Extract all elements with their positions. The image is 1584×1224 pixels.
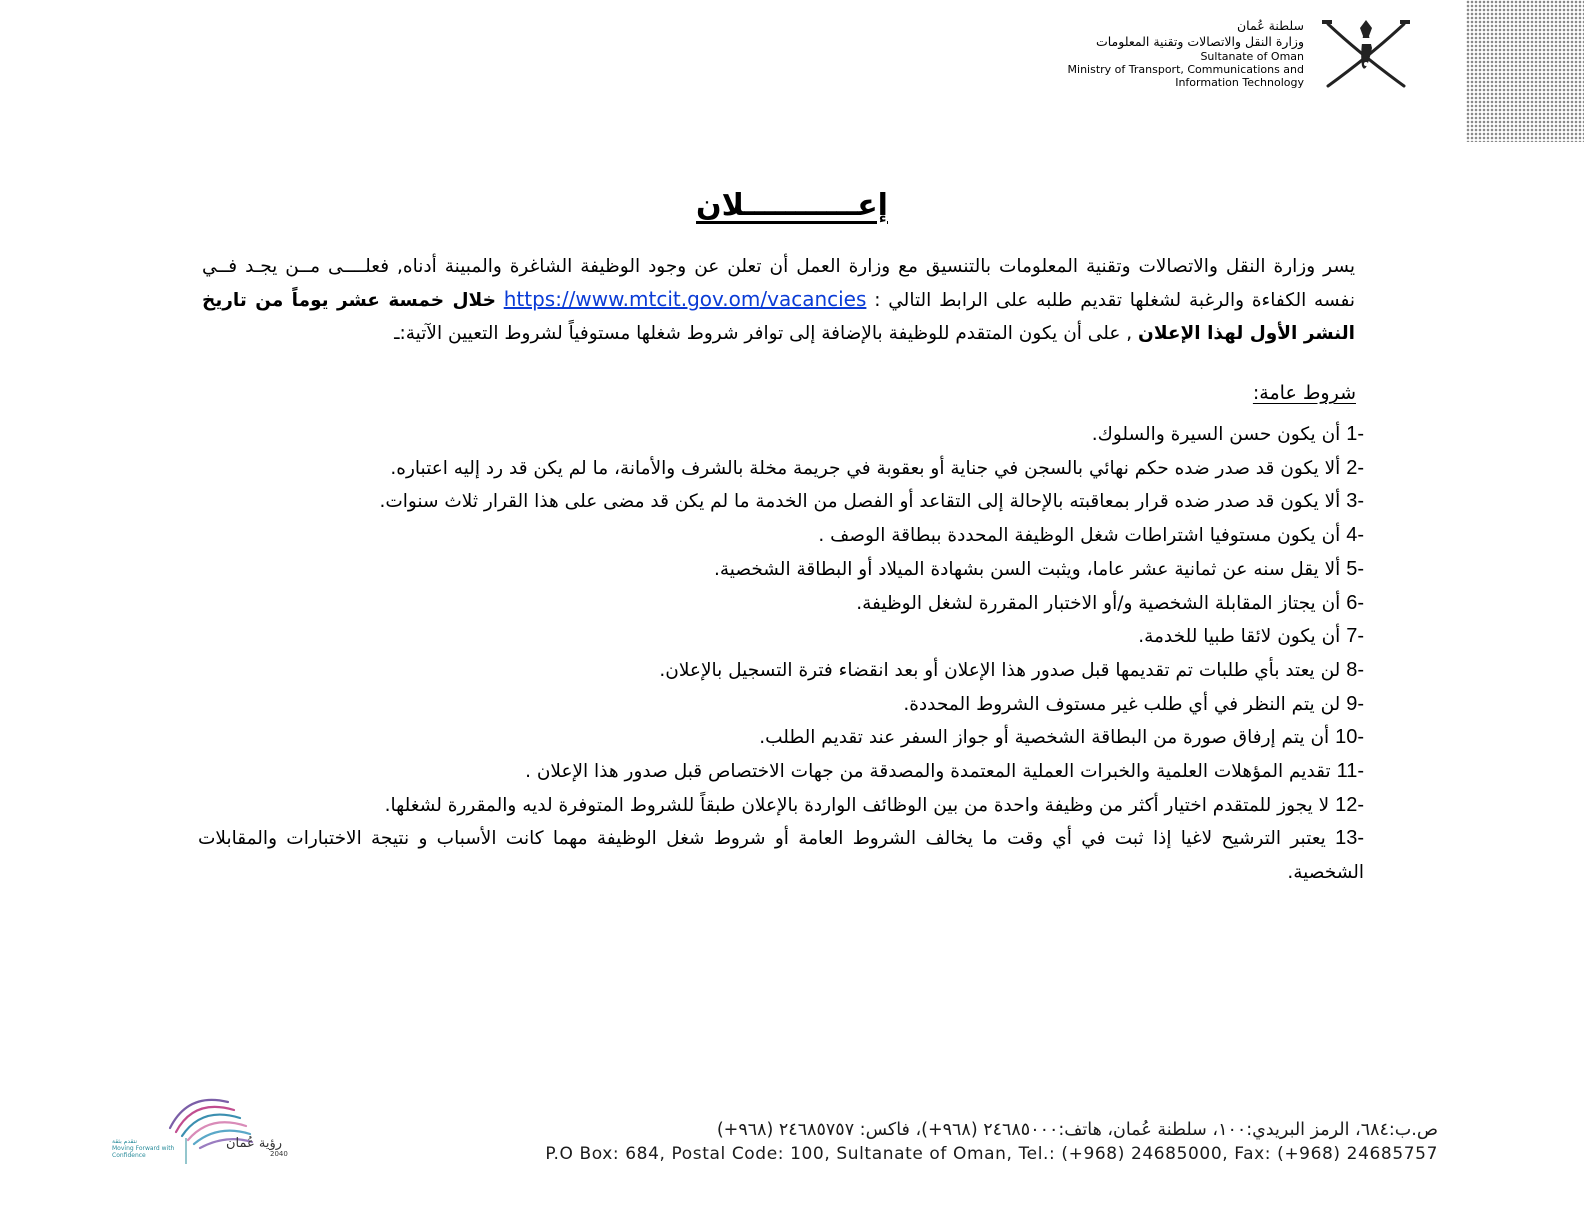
condition-item [198, 587, 1364, 621]
condition-number: 3- [1346, 490, 1364, 513]
condition-item [198, 485, 1364, 519]
condition-number: 12- [1335, 793, 1364, 816]
condition-number: 6- [1346, 591, 1364, 614]
condition-number: 13- [1335, 827, 1364, 850]
oman-emblem-icon [1320, 14, 1412, 92]
footer-address-ar: ص.ب:٦٨٤، الرمز البريدي:١٠٠، سلطنة عُمان، هاتف:٢٤٦٨٥٠٠٠ (٩٦٨+)، فاكس: ٢٤٦٨٥٧٥٧ (٩٦٨+) [716, 1120, 1438, 1140]
condition-text: ألا يكون قد صدر ضده قرار بمعاقبته بالإحالة إلى التقاعد أو الفصل من الخدمة ما لم يكن قد مضى على هذا القرار ثلاث سنوات. [379, 491, 1341, 513]
page-title: إعـــــــــــلان [696, 188, 888, 223]
vision-caption-ar: نتقدم بثقة [112, 1138, 138, 1145]
condition-item [198, 755, 1364, 789]
condition-text: ألا يكون قد صدر ضده حكم نهائي بالسجن في جناية أو بعقوبة في جريمة مخلة بالشرف والأمانة، ما لم يكن قد رد إليه اعتباره. [390, 457, 1341, 479]
condition-number: 5- [1346, 557, 1364, 580]
condition-number: 1- [1346, 423, 1364, 445]
ministry-header [984, 18, 1304, 89]
condition-number: 10- [1335, 726, 1364, 749]
intro-paragraph [202, 250, 1355, 350]
condition-number: 11- [1336, 760, 1364, 783]
condition-text: يعتبر الترشيح لاغيا إذا ثبت في أي وقت ما يخالف الشروط العامة أو شروط شغل الوظيفة مهما كانت الأسباب و نتيجة الاختبارات والمقابلات الشخصية. [198, 828, 1364, 884]
condition-text: أن يكون مستوفيا اشتراطات شغل الوظيفة المحددة ببطاقة الوصف . [818, 525, 1341, 547]
condition-text: لا يجوز للمتقدم اختيار أكثر من وظيفة واحدة من بين الوظائف الواردة بالإعلان طبقاً للشروط المتوفرة لديه والمقررة لشغلها. [384, 794, 1330, 816]
condition-item [198, 721, 1364, 755]
condition-item [198, 553, 1364, 587]
condition-number: 4- [1346, 524, 1364, 547]
condition-text: لن يعتد بأي طلبات تم تقديمها قبل صدور هذا الإعلان أو بعد انقضاء فترة التسجيل بالإعلان. [659, 659, 1341, 681]
ministry-name-ar-line2: وزارة النقل والاتصالات وتقنية المعلومات [1095, 34, 1304, 49]
condition-item [198, 822, 1364, 889]
condition-text: ألا يقل سنه عن ثمانية عشر عاما، ويثبت السن بشهادة الميلاد أو البطاقة الشخصية. [713, 558, 1341, 580]
condition-text: لن يتم النظر في أي طلب غير مستوف الشروط المحددة. [903, 693, 1341, 715]
conditions-list [198, 418, 1364, 890]
condition-item [198, 789, 1364, 823]
condition-text: أن يتم إرفاق صورة من البطاقة الشخصية أو جواز السفر عند تقديم الطلب. [759, 727, 1330, 749]
condition-item [198, 620, 1364, 654]
footer-address [318, 1118, 1438, 1166]
vision-caption-en: Moving Forward with Confidence [112, 1145, 175, 1159]
condition-text: أن يكون لائقا طبيا للخدمة. [1138, 626, 1341, 648]
condition-item [198, 688, 1364, 722]
ministry-name-en-line1: Sultanate of Oman [1200, 50, 1304, 63]
vision-year: 2040 [270, 1150, 288, 1158]
condition-text: أن يجتاز المقابلة الشخصية و/أو الاختبار المقررة لشغل الوظيفة. [856, 592, 1341, 614]
condition-text: تقديم المؤهلات العلمية والخبرات العملية المعتمدة والمصدقة من جهات الاختصاص قبل صدور هذا الإعلان . [525, 761, 1331, 783]
condition-text: أن يكون حسن السيرة والسلوك. [1091, 424, 1341, 445]
general-conditions-heading: شروط عامة: [1252, 382, 1356, 404]
footer-address-en: P.O Box: 684, Postal Code: 100, Sultanate of Oman, Tel.: (+968) 24685000, Fax: (+968) 24685757 [545, 1144, 1438, 1164]
ministry-name-en-line3: Information Technology [1175, 76, 1304, 89]
condition-number: 7- [1346, 625, 1364, 648]
vision-caption [112, 1138, 186, 1159]
condition-number: 2- [1346, 456, 1364, 479]
condition-number: 8- [1346, 658, 1364, 681]
dot-texture-decoration [1466, 0, 1584, 142]
condition-item [198, 519, 1364, 553]
ministry-name-en-line2: Ministry of Transport, Communications and [1067, 63, 1304, 76]
condition-item [198, 452, 1364, 486]
deadline-text: خلال خمسة عشر يوماً من تاريخ النشر الأول لهذا الإعلان [202, 290, 1355, 344]
vacancies-link[interactable]: https://www.mtcit.gov.om/vacancies [503, 287, 867, 311]
condition-number: 9- [1346, 692, 1364, 715]
vision-wordmark: رؤية عُمان [226, 1136, 283, 1151]
condition-item [198, 654, 1364, 688]
intro-text-part2: , على أن يكون المتقدم للوظيفة بالإضافة إلى توافر شروط شغلها مستوفياً لشروط التعيين الآتية:ـ [394, 323, 1133, 344]
ministry-name-ar-line1: سلطنة عُمان [1237, 18, 1304, 33]
condition-item [198, 418, 1364, 452]
intro-text-part1: يسر وزارة النقل والاتصالات وتقنية المعلومات بالتنسيق مع وزارة العمل أن تعلن عن وجود الوظيفة الشاغرة والمبينة أدناه, فعلــــى مــن يجـد فــي نفسه الكفاءة والرغبة لشغلها تقديم طلبه على الرابط التالي : [202, 256, 1355, 311]
